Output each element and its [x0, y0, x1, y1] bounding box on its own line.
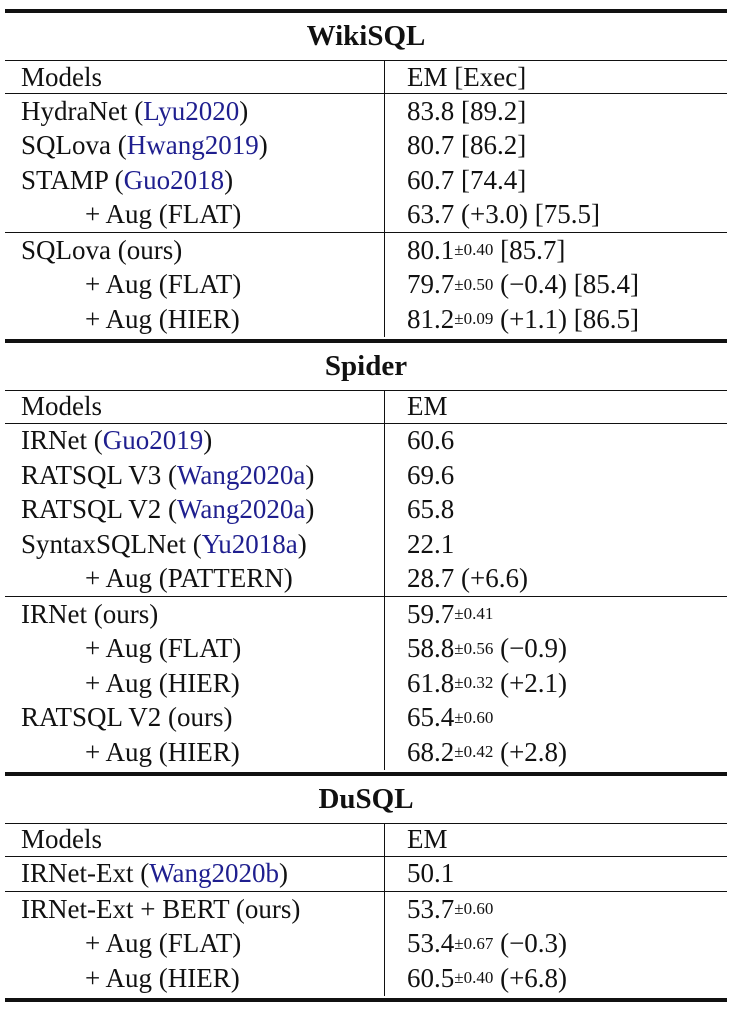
model-name-suffix: ): [203, 425, 213, 456]
table-row: [5, 701, 727, 736]
header-models: Models: [21, 391, 102, 421]
model-name: IRNet-Ext (: [21, 858, 150, 889]
model-cell: [5, 527, 384, 562]
model-name: + Aug (FLAT): [85, 633, 242, 664]
score-delta: (+2.8): [493, 736, 568, 767]
score-cell: [384, 163, 727, 198]
score-value: 65.4: [407, 702, 455, 733]
citation-link: Lyu2020: [143, 95, 240, 126]
model-name: IRNet (ours): [21, 598, 159, 629]
table-row: [5, 493, 727, 528]
score-cell: 68.2 ±0.42 (+2.8): [384, 735, 727, 770]
table-row: [5, 233, 727, 268]
model-name-suffix: ): [279, 858, 289, 889]
header-row: [5, 61, 727, 93]
model-name: STAMP (: [21, 164, 124, 195]
table-row: [5, 268, 727, 303]
table-row: [5, 857, 727, 892]
model-cell: [5, 927, 384, 962]
model-name: SQLova (ours): [21, 234, 183, 265]
score-cell: 80.1 ±0.40 [85.7]: [384, 233, 727, 268]
model-name-suffix: ): [305, 494, 315, 525]
thick-rule: [5, 998, 727, 1002]
score-cell: 58.8 ±0.56 (−0.9): [384, 632, 727, 667]
citation-link: Wang2020a: [177, 459, 306, 490]
table-row: [5, 735, 727, 770]
table-row: [5, 597, 727, 632]
table-row: [5, 892, 727, 927]
model-name: + Aug (HIER): [85, 962, 240, 993]
table-row: [5, 527, 727, 562]
model-cell: [5, 233, 384, 268]
model-name: RATSQL V3 (: [21, 459, 178, 490]
score-cell: 59.7 ±0.41: [384, 597, 727, 632]
model-cell: [5, 302, 384, 337]
model-name: + Aug (HIER): [85, 303, 240, 334]
score-cell: [384, 562, 727, 597]
score-cell: 60.5 ±0.40 (+6.8): [384, 961, 727, 996]
model-name-suffix: ): [258, 130, 268, 161]
model-name: RATSQL V2 (: [21, 494, 178, 525]
model-cell: [5, 857, 384, 892]
header-metric: EM: [384, 824, 727, 856]
score-value: 69.6: [407, 459, 455, 490]
citation-link: Yu2018a: [201, 528, 298, 559]
score-value: 53.7: [407, 893, 455, 924]
header-metric: EM: [384, 391, 727, 423]
model-cell: [5, 632, 384, 667]
header-models: Models: [21, 61, 102, 92]
score-cell: [384, 857, 727, 892]
model-name-suffix: ): [239, 95, 249, 126]
score-value: 80.7 [86.2]: [407, 130, 527, 161]
citation-link: Guo2019: [102, 425, 204, 456]
score-value: 60.5: [407, 962, 455, 993]
table-row: [5, 424, 727, 459]
score-cell: 53.7 ±0.60: [384, 892, 727, 927]
model-name: RATSQL V2 (ours): [21, 702, 233, 733]
model-cell: [5, 597, 384, 632]
score-cell: [384, 424, 727, 459]
model-name: SyntaxSQLNet (: [21, 528, 202, 559]
score-delta: (+6.8): [493, 962, 568, 993]
model-name-suffix: ): [305, 459, 315, 490]
model-cell: [5, 562, 384, 597]
model-name: HydraNet (: [21, 95, 144, 126]
score-delta: (−0.4) [85.4]: [493, 269, 640, 300]
score-cell: [384, 493, 727, 528]
model-cell: [5, 268, 384, 303]
header-row: [5, 824, 727, 856]
model-cell: [5, 129, 384, 164]
score-value: 58.8: [407, 633, 455, 664]
score-cell: 79.7 ±0.50 (−0.4) [85.4]: [384, 268, 727, 303]
table-row: [5, 927, 727, 962]
citation-link: Wang2020a: [177, 494, 306, 525]
table-row: [5, 666, 727, 701]
table-row: [5, 458, 727, 493]
score-cell: 65.4 ±0.60: [384, 701, 727, 736]
section-title: WikiSQL: [306, 20, 426, 52]
score-delta: [85.7]: [493, 234, 566, 265]
model-cell: [5, 493, 384, 528]
table-row: [5, 562, 727, 597]
model-name: + Aug (FLAT): [85, 928, 242, 959]
model-cell: [5, 94, 384, 129]
score-cell: 53.4 ±0.67 (−0.3): [384, 927, 727, 962]
model-name-suffix: ): [297, 528, 307, 559]
model-name-suffix: ): [224, 164, 234, 195]
score-value: 59.7: [407, 598, 455, 629]
score-value: 63.7 (+3.0) [75.5]: [407, 199, 600, 230]
score-value: 83.8 [89.2]: [407, 95, 527, 126]
score-value: 79.7: [407, 269, 455, 300]
header-row: [5, 391, 727, 423]
table-row: [5, 94, 727, 129]
citation-link: Wang2020b: [149, 858, 280, 889]
model-cell: [5, 961, 384, 996]
model-cell: [5, 701, 384, 736]
model-cell: [5, 666, 384, 701]
score-value: 80.1: [407, 234, 455, 265]
score-value: 68.2: [407, 736, 455, 767]
score-value: 60.7 [74.4]: [407, 164, 527, 195]
table-row: [5, 198, 727, 233]
score-delta: (−0.3): [493, 928, 568, 959]
score-cell: [384, 94, 727, 129]
table-row: [5, 129, 727, 164]
score-cell: 61.8 ±0.32 (+2.1): [384, 666, 727, 701]
model-name: + Aug (PATTERN): [85, 563, 293, 594]
model-name: + Aug (HIER): [85, 667, 240, 698]
model-name: SQLova (: [21, 130, 127, 161]
model-cell: [5, 163, 384, 198]
score-value: 53.4: [407, 928, 455, 959]
score-value: 22.1: [407, 528, 455, 559]
score-delta: (−0.9): [493, 633, 568, 664]
model-cell: [5, 892, 384, 927]
model-cell: [5, 458, 384, 493]
score-value: 61.8: [407, 667, 455, 698]
score-value: 81.2: [407, 303, 455, 334]
citation-link: Guo2018: [123, 164, 225, 195]
section-title: Spider: [324, 349, 408, 382]
table-row: [5, 163, 727, 198]
results-table: [5, 9, 727, 1002]
score-cell: [384, 129, 727, 164]
score-value: 65.8: [407, 494, 455, 525]
model-name: IRNet-Ext + BERT (ours): [21, 893, 301, 924]
model-name: + Aug (FLAT): [85, 269, 242, 300]
score-delta: (+2.1): [493, 667, 568, 698]
citation-link: Hwang2019: [126, 130, 259, 161]
section-title: DuSQL: [318, 782, 414, 815]
model-cell: [5, 424, 384, 459]
score-value: 50.1: [407, 858, 455, 889]
model-name: IRNet (: [21, 425, 103, 456]
score-value: 28.7 (+6.6): [407, 563, 528, 594]
table-row: [5, 302, 727, 337]
score-value: 60.6: [407, 425, 455, 456]
header-models: Models: [21, 824, 102, 854]
score-cell: [384, 198, 727, 233]
score-delta: (+1.1) [86.5]: [493, 303, 640, 334]
model-cell: [5, 198, 384, 233]
header-metric: EM [Exec]: [384, 61, 727, 93]
model-name: + Aug (FLAT): [85, 199, 242, 230]
model-cell: [5, 735, 384, 770]
score-cell: 81.2 ±0.09 (+1.1) [86.5]: [384, 302, 727, 337]
score-cell: [384, 527, 727, 562]
score-cell: [384, 458, 727, 493]
table-row: [5, 632, 727, 667]
model-name: + Aug (HIER): [85, 736, 240, 767]
table-row: [5, 961, 727, 996]
